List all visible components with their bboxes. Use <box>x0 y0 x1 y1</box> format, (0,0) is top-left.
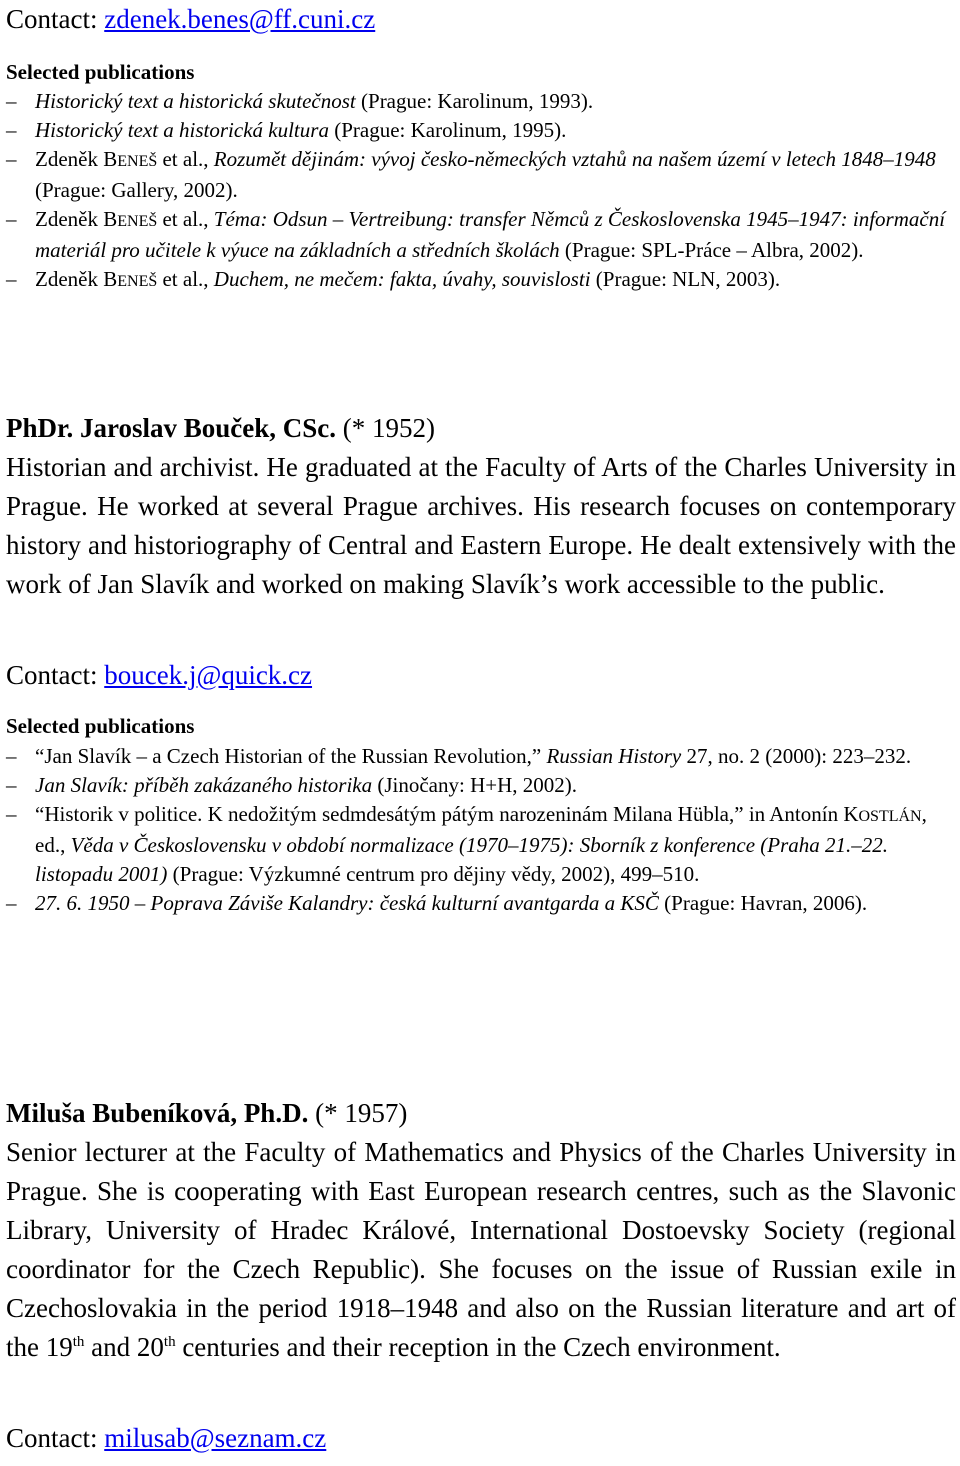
bubenikova-contact: Contact: milusab@seznam.cz <box>6 1423 327 1453</box>
publication-item: – Historický text a historická kultura (Prague: Karolinum, 1995). <box>6 118 567 142</box>
benes-contact: Contact: zdenek.benes@ff.cuni.cz <box>6 4 376 34</box>
bubenikova-bio: Miluša Bubeníková, Ph.D. (* 1957) Senior lecturer at the Faculty of Mathematics and Physics of the Charles University in Prague. She is cooperating with East European research centres, such as the Slavonic Library, University of Hradec Králové, International Dostoevsky Society (regional coordinator for the Czech Republic). She focuses on the issue of Russian exile in Czechoslovakia in the period 1918–1948 and also on the Russian literature and art of the 19th and 20th centuries and their reception in the Czech environment. <box>6 1098 956 1362</box>
publication-item: – Jan Slavík: příběh zakázaného historika (Jinočany: H+H, 2002). <box>6 773 578 797</box>
boucek-name: PhDr. Jaroslav Bouček, CSc. <box>6 413 337 443</box>
boucek-email-link[interactable]: boucek.j@quick.cz <box>104 660 313 690</box>
benes-publications-heading: Selected publications <box>6 60 195 84</box>
boucek-publication-list <box>6 742 956 918</box>
benes-publication-list <box>6 87 956 296</box>
bubenikova-name: Miluša Bubeníková, Ph.D. <box>6 1098 309 1128</box>
publication-item: – Zdeněk BENEŠ et al., Téma: Odsun – Vertreibung: transfer Němců z Československa 1945–1947: informační materiál pro učitele k výuce na základních a středních školách (Prague: SPL-Práce – Albra, 2002). <box>6 207 946 262</box>
boucek-publications-heading: Selected publications <box>6 714 195 738</box>
publication-item: – 27. 6. 1950 – Poprava Záviše Kalandry: česká kulturní avantgarda a KSČ (Prague: Havran, 2006). <box>6 891 868 915</box>
bubenikova-email-link[interactable]: milusab@seznam.cz <box>104 1423 327 1453</box>
benes-email-link[interactable]: zdenek.benes@ff.cuni.cz <box>104 4 376 34</box>
publication-item: – Zdeněk BENEŠ et al., Rozumět dějinám: vývoj česko-německých vztahů na našem území v letech 1848–1948 (Prague: Gallery, 2002). <box>6 147 936 202</box>
boucek-bio: PhDr. Jaroslav Bouček, CSc. (* 1952) Historian and archivist. He graduated at the Faculty of Arts of the Charles University in Prague. He worked at several Prague archives. His research focuses on contemporary history and historiography of Central and Eastern Europe. He dealt extensively with the work of Jan Slavík and worked on making Slavík’s work accessible to the public. <box>6 413 956 599</box>
publication-item: – “Historik v politice. K nedožitým sedmdesátým pátým narozeninám Milana Hübla,” in Antonín KOSTLÁN, ed., Věda v Československu v období normalizace (1970–1975): Sborník z konference (Praha 21.–22. listopadu 2001) (Prague: Výzkumné centrum pro dějiny vědy, 2002), 499–510. <box>6 802 927 886</box>
publication-item: – “Jan Slavík – a Czech Historian of the Russian Revolution,” Russian History 27, no. 2 (2000): 223–232. <box>6 744 912 768</box>
publication-item: – Zdeněk BENEŠ et al., Duchem, ne mečem: fakta, úvahy, souvislosti (Prague: NLN, 2003). <box>6 267 781 291</box>
publication-item: – Historický text a historická skutečnost (Prague: Karolinum, 1993). <box>6 89 594 113</box>
boucek-contact: Contact: boucek.j@quick.cz <box>6 660 313 690</box>
